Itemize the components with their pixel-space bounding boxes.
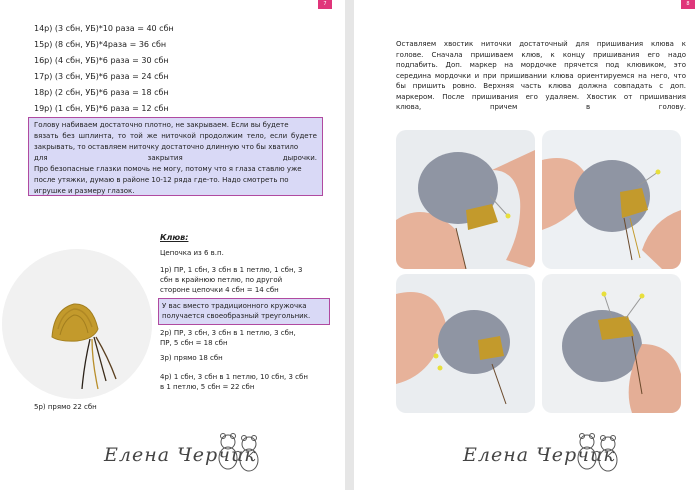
pattern-row: 19р) (1 сбн, УБ)*6 раза = 12 сбн xyxy=(34,104,169,113)
left-page xyxy=(0,0,345,490)
right-page xyxy=(354,0,699,490)
teddy-bears-logo xyxy=(573,430,625,474)
pattern-row: 18р) (2 сбн, УБ)*6 раза = 18 сбн xyxy=(34,88,169,97)
pattern-row: 15р) (8 сбн, УБ)*4раза = 36 сбн xyxy=(34,40,167,49)
pattern-row: 16р) (4 сбн, УБ)*6 раза = 30 сбн xyxy=(34,56,169,65)
beak-row-5: 5р) прямо 22 сбн xyxy=(34,403,97,411)
beak-photo xyxy=(2,249,152,399)
author-signature: Елена Черчик xyxy=(463,444,616,466)
beak-row-3: 3р) прямо 18 сбн xyxy=(160,354,223,362)
beak-row-1: 1р) ПР, 1 сбн, 3 сбн в 1 петлю, 1 сбн, 3 сбн в крайнюю петлю, по другой стороне цепочки 4 сбн = 14 сбн xyxy=(160,266,303,294)
photo-step-4 xyxy=(542,274,681,413)
pattern-row: 17р) (3 сбн, УБ)*6 раза = 24 сбн xyxy=(34,72,169,81)
author-signature: Елена Черчик xyxy=(104,444,257,466)
beak-chain: Цепочка из 6 в.п. xyxy=(160,249,224,257)
beak-heading: Клюв: xyxy=(160,233,189,242)
beak-row-4: 4р) 1 сбн, 3 сбн в 1 петлю, 10 сбн, 3 сбн в 1 петлю, 5 сбн = 22 сбн xyxy=(160,373,308,391)
photo-step-1 xyxy=(396,130,535,269)
teddy-bears-logo xyxy=(214,430,266,474)
beak-row-2: 2р) ПР, 3 сбн, 3 сбн в 1 петлю, 3 сбн, ПР, 5 сбн = 18 сбн xyxy=(160,329,296,347)
beak-illustration xyxy=(2,249,152,399)
photo-step-2 xyxy=(542,130,681,269)
page-number: 7 xyxy=(318,0,332,9)
page-number: 8 xyxy=(681,0,695,9)
pattern-row: 14р) (3 сбн, УБ)*10 раза = 40 сбн xyxy=(34,24,174,33)
photo-step-3 xyxy=(396,274,535,413)
head-stuffing-note: Голову набиваем достаточно плотно, не закрываем. Если вы будете вязать без шплинта, то той же ниточкой продолжим тело, если будете закрывать, то оставляем ниточку достаточно длинную что бы хватило для закрытия дырочки. Про безопасные глазки помочь не могу, потому что я глаза ставлю уже после утяжки, думаю в районе 10-12 ряда где-то. Надо смотреть по игрушке и размеру глазок. xyxy=(28,117,323,196)
beak-sewing-text: Оставляем хвостик ниточки достаточный для пришивания клюва к голове. Сначала пришиваем клюв, к концу пришивания его надо подпабить. Доп. маркер на мордочке прячется под клювиком, это середина мордочки и при пришивании клюва ориентируемся на него, что бы пришить ровно. Верхняя часть клюва должна совпадать с доп. маркером. После пришивания его удаляем. Хвостик от пришивания клюва, причем в голову. xyxy=(396,40,686,111)
beak-triangle-note: У вас вместо традиционного кружочка получается своеобразный треугольник. xyxy=(158,298,330,325)
